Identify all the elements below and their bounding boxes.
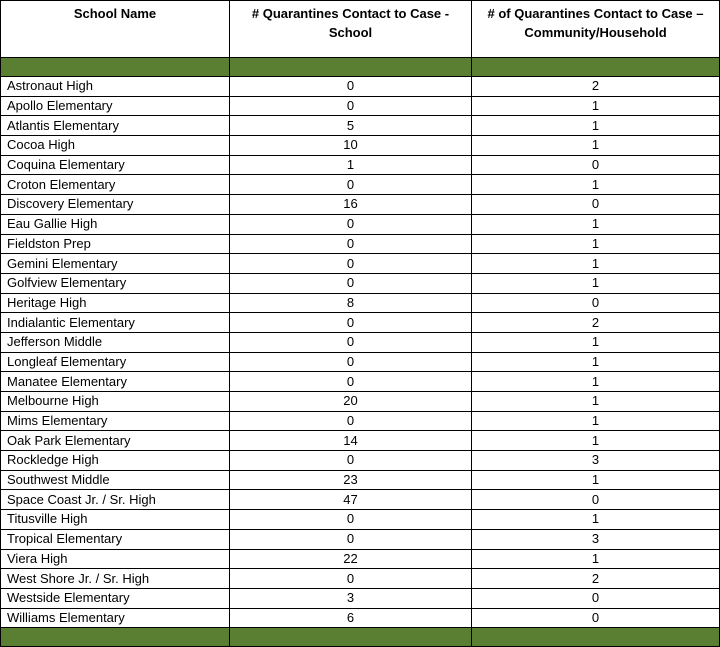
school-quarantines-cell: 22 (230, 549, 472, 569)
table-row (1, 195, 720, 215)
community-quarantines-cell: 1 (472, 175, 720, 195)
green-band-top (1, 58, 720, 77)
table-row (1, 549, 720, 569)
table-row (1, 332, 720, 352)
community-quarantines-cell: 1 (472, 411, 720, 431)
table-row (1, 490, 720, 510)
table-row (1, 96, 720, 116)
school-quarantines-cell: 0 (230, 254, 472, 274)
community-quarantines-cell: 3 (472, 529, 720, 549)
school-quarantines-cell: 8 (230, 293, 472, 313)
table-row (1, 569, 720, 589)
school-name-cell: Fieldston Prep (1, 234, 230, 254)
school-quarantines-cell: 14 (230, 431, 472, 451)
school-quarantines-cell: 0 (230, 313, 472, 333)
school-quarantines-cell: 0 (230, 214, 472, 234)
header-school-name: School Name (1, 1, 230, 58)
community-quarantines-cell: 3 (472, 451, 720, 471)
school-name-cell: Manatee Elementary (1, 372, 230, 392)
school-quarantines-cell: 23 (230, 470, 472, 490)
school-quarantines-cell: 16 (230, 195, 472, 215)
community-quarantines-cell: 1 (472, 116, 720, 136)
community-quarantines-cell: 0 (472, 588, 720, 608)
community-quarantines-cell: 1 (472, 234, 720, 254)
school-quarantines-cell: 0 (230, 175, 472, 195)
community-quarantines-cell: 1 (472, 273, 720, 293)
school-quarantines-cell: 10 (230, 136, 472, 156)
school-quarantines-cell: 0 (230, 411, 472, 431)
community-quarantines-cell: 1 (472, 214, 720, 234)
community-quarantines-cell: 1 (472, 352, 720, 372)
community-quarantines-cell: 1 (472, 332, 720, 352)
community-quarantines-cell: 1 (472, 510, 720, 530)
community-quarantines-cell: 1 (472, 470, 720, 490)
table-row (1, 470, 720, 490)
school-quarantines-cell: 0 (230, 510, 472, 530)
school-quarantines-cell: 0 (230, 77, 472, 97)
community-quarantines-cell: 1 (472, 392, 720, 412)
band-cell (472, 628, 720, 647)
green-band-bottom (1, 628, 720, 647)
community-quarantines-cell: 2 (472, 569, 720, 589)
school-quarantines-cell: 3 (230, 588, 472, 608)
school-quarantines-cell: 20 (230, 392, 472, 412)
school-quarantines-cell: 5 (230, 116, 472, 136)
table-row (1, 529, 720, 549)
school-name-cell: Coquina Elementary (1, 155, 230, 175)
community-quarantines-cell: 1 (472, 254, 720, 274)
school-name-cell: Croton Elementary (1, 175, 230, 195)
school-name-cell: Atlantis Elementary (1, 116, 230, 136)
header-school-quarantines: # Quarantines Contact to Case - School (230, 1, 472, 58)
table-row (1, 411, 720, 431)
school-quarantines-cell: 0 (230, 332, 472, 352)
school-name-cell: West Shore Jr. / Sr. High (1, 569, 230, 589)
table-row (1, 234, 720, 254)
community-quarantines-cell: 1 (472, 431, 720, 451)
table-row (1, 352, 720, 372)
school-name-cell: Apollo Elementary (1, 96, 230, 116)
table-row (1, 136, 720, 156)
table-row (1, 451, 720, 471)
table-row (1, 77, 720, 97)
community-quarantines-cell: 1 (472, 136, 720, 156)
school-name-cell: Cocoa High (1, 136, 230, 156)
band-cell (230, 58, 472, 77)
school-name-cell: Tropical Elementary (1, 529, 230, 549)
school-quarantines-cell: 0 (230, 234, 472, 254)
school-quarantines-cell: 1 (230, 155, 472, 175)
community-quarantines-cell: 1 (472, 549, 720, 569)
table-row (1, 588, 720, 608)
header-row (1, 1, 720, 58)
school-name-cell: Rockledge High (1, 451, 230, 471)
school-name-cell: Southwest Middle (1, 470, 230, 490)
table-row (1, 175, 720, 195)
school-name-cell: Westside Elementary (1, 588, 230, 608)
table-row (1, 431, 720, 451)
school-quarantines-cell: 0 (230, 372, 472, 392)
school-name-cell: Oak Park Elementary (1, 431, 230, 451)
school-quarantines-cell: 0 (230, 96, 472, 116)
table-row (1, 155, 720, 175)
school-name-cell: Titusville High (1, 510, 230, 530)
table-row (1, 313, 720, 333)
community-quarantines-cell: 2 (472, 313, 720, 333)
school-name-cell: Indialantic Elementary (1, 313, 230, 333)
school-name-cell: Eau Gallie High (1, 214, 230, 234)
band-cell (1, 58, 230, 77)
school-name-cell: Jefferson Middle (1, 332, 230, 352)
band-cell (1, 628, 230, 647)
community-quarantines-cell: 2 (472, 77, 720, 97)
school-quarantines-cell: 0 (230, 352, 472, 372)
school-quarantines-cell: 6 (230, 608, 472, 628)
table-body (1, 58, 720, 647)
table-row (1, 214, 720, 234)
community-quarantines-cell: 0 (472, 293, 720, 313)
table-row (1, 116, 720, 136)
table-row (1, 273, 720, 293)
school-name-cell: Astronaut High (1, 77, 230, 97)
community-quarantines-cell: 0 (472, 195, 720, 215)
school-quarantines-cell: 0 (230, 273, 472, 293)
school-quarantines-cell: 0 (230, 529, 472, 549)
community-quarantines-cell: 1 (472, 96, 720, 116)
table-row (1, 608, 720, 628)
school-name-cell: Heritage High (1, 293, 230, 313)
table-row (1, 372, 720, 392)
school-name-cell: Discovery Elementary (1, 195, 230, 215)
school-name-cell: Gemini Elementary (1, 254, 230, 274)
table-row (1, 293, 720, 313)
school-quarantines-cell: 0 (230, 451, 472, 471)
table-row (1, 392, 720, 412)
school-name-cell: Mims Elementary (1, 411, 230, 431)
header-community-quarantines: # of Quarantines Contact to Case – Community/Household (472, 1, 720, 58)
school-quarantines-cell: 0 (230, 569, 472, 589)
school-name-cell: Golfview Elementary (1, 273, 230, 293)
school-name-cell: Viera High (1, 549, 230, 569)
community-quarantines-cell: 0 (472, 155, 720, 175)
band-cell (472, 58, 720, 77)
school-name-cell: Space Coast Jr. / Sr. High (1, 490, 230, 510)
community-quarantines-cell: 0 (472, 490, 720, 510)
band-cell (230, 628, 472, 647)
table-row (1, 510, 720, 530)
community-quarantines-cell: 1 (472, 372, 720, 392)
school-name-cell: Melbourne High (1, 392, 230, 412)
school-name-cell: Longleaf Elementary (1, 352, 230, 372)
community-quarantines-cell: 0 (472, 608, 720, 628)
table-row (1, 254, 720, 274)
school-quarantines-cell: 47 (230, 490, 472, 510)
school-name-cell: Williams Elementary (1, 608, 230, 628)
